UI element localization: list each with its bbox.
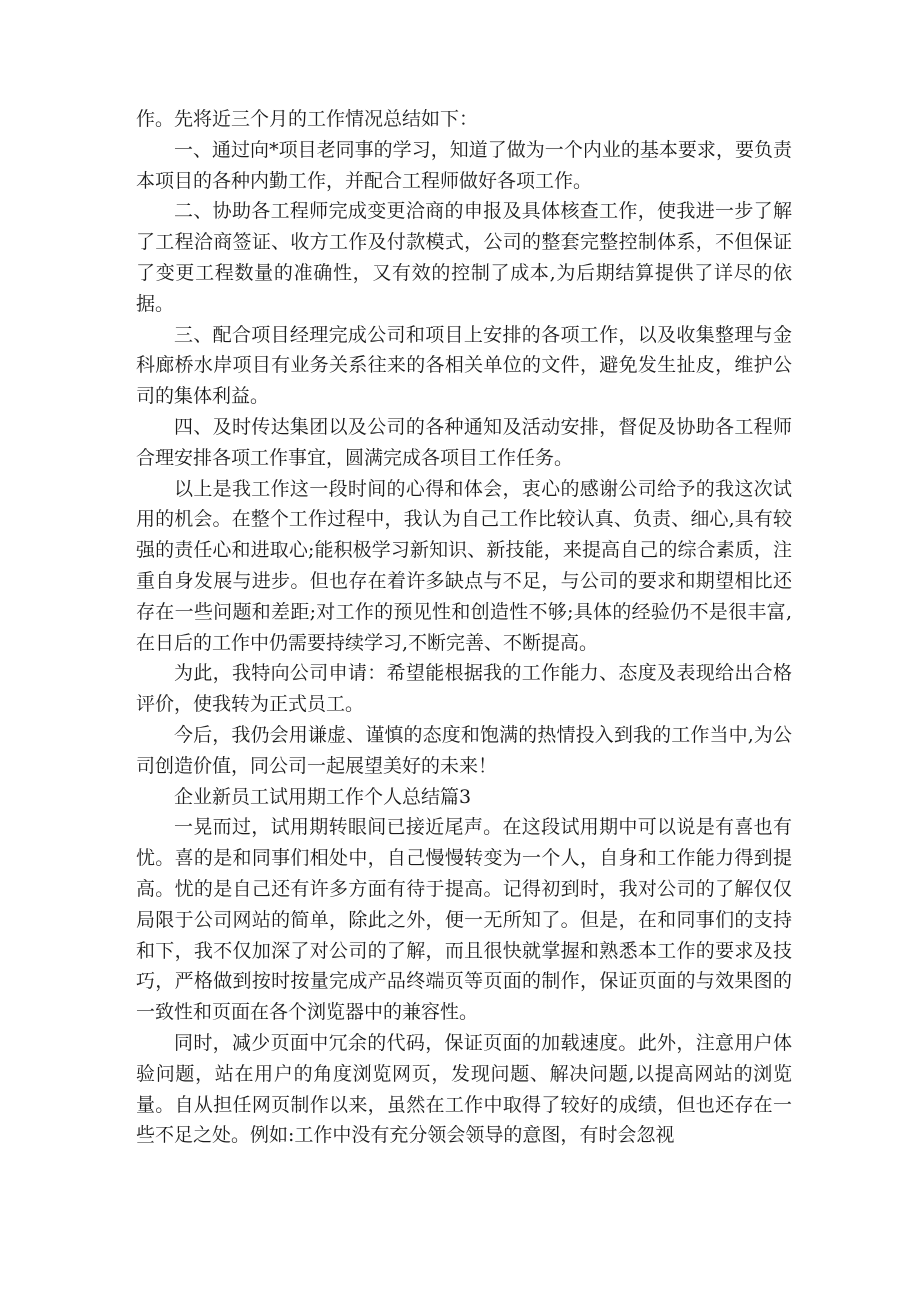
paragraph-item-4: 四、及时传达集团以及公司的各种通知及活动安排，督促及协助各工程师合理安排各项工作事宜，圆满完成各项目工作任务。 — [136, 415, 792, 469]
paragraph-reflection: 以上是我工作这一段时间的心得和体会，衷心的感谢公司给予的我这次试用的机会。在整个工作过程中，我认为自己工作比较认真、负责、细心,具有较强的责任心和进取心;能积极学习新知识、新技能，来提高自己的综合素质，注重自身发展与进步。但也存在着许多缺点与不足，与公司的要求和期望相比还存在一些问题和差距;对工作的预见性和创造性不够;具体的经验仍不是很丰富,在日后的工作中仍需要持续学习,不断完善、不断提高。 — [136, 477, 792, 654]
paragraph-item-1: 一、通过向*项目老同事的学习，知道了做为一个内业的基本要求，要负责本项目的各种内勤工作，并配合工程师做好各项工作。 — [136, 138, 792, 192]
paragraph-trial-period: 一晃而过，试用期转眼间已接近尾声。在这段试用期中可以说是有喜也有忧。喜的是和同事们相处中，自己慢慢转变为一个人，自身和工作能力得到提高。忧的是自己还有许多方面有待于提高。记得初到时，我对公司的了解仅仅局限于公司网站的简单，除此之外，便一无所知了。但是，在和同事们的支持和下，我不仅加深了对公司的了解，而且很快就掌握和熟悉本工作的要求及技巧，严格做到按时按量完成产品终端页等页面的制作，保证页面的与效果图的一致性和页面在各个浏览器中的兼容性。 — [136, 816, 792, 1024]
document-body — [136, 104, 792, 1151]
paragraph-item-3: 三、配合项目经理完成公司和项目上安排的各项工作，以及收集整理与金科廊桥水岸项目有业务关系往来的各相关单位的文件，避免发生扯皮，维护公司的集体利益。 — [136, 323, 792, 408]
paragraph-improvements: 同时，减少页面中冗余的代码，保证页面的加载速度。此外，注意用户体验问题，站在用户的角度浏览网页，发现问题、解决问题,以提高网站的浏览量。自从担任网页制作以来，虽然在工作中取得了较好的成绩，但也还存在一些不足之处。例如:工作中没有充分领会领导的意图，有时会忽视 — [136, 1031, 792, 1147]
paragraph-request: 为此，我特向公司申请：希望能根据我的工作能力、态度及表现给出合格评价，使我转为正式员工。 — [136, 662, 792, 716]
section-heading: 企业新员工试用期工作个人总结篇3 — [174, 785, 472, 808]
paragraph-outlook: 今后，我仍会用谦虚、谨慎的态度和饱满的热情投入到我的工作当中,为公司创造价值，同公司一起展望美好的未来！ — [136, 723, 792, 777]
paragraph-intro-fragment: 作。先将近三个月的工作情况总结如下： — [136, 108, 479, 130]
paragraph-item-2: 二、协助各工程师完成变更洽商的申报及具体核查工作，使我进一步了解了工程洽商签证、收方工作及付款模式，公司的整套完整控制体系，不但保证了变更工程数量的准确性，又有效的控制了成本,为后期结算提供了详尽的依据。 — [136, 200, 792, 315]
